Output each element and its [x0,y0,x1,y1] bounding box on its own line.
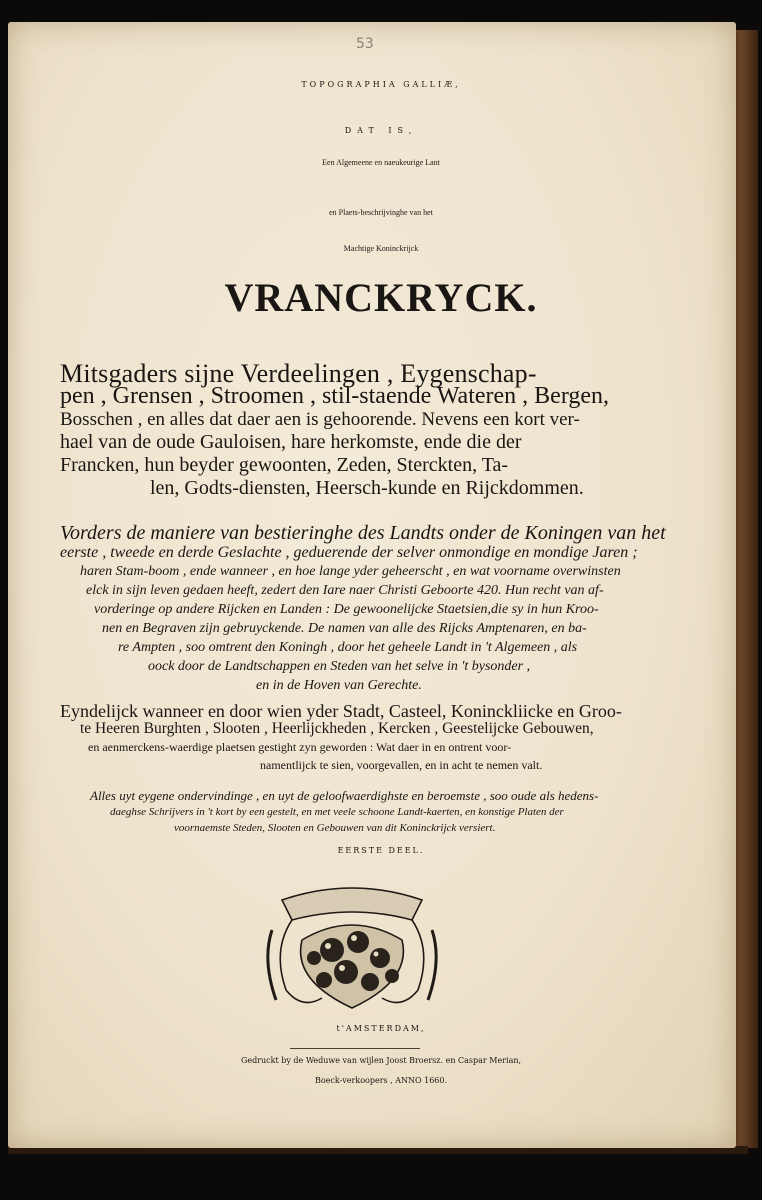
paragraph-line: elck in sijn leven gedaen heeft, zedert den Iare naer Christi Geboorte 420. Hun recht van af- [86,583,604,598]
volume-label: EERSTE DEEL. [337,846,425,855]
paragraph-line: eerste , tweede en derde Geslachte , geduerende der selver onmondige en mondige Jaren ; [60,544,638,561]
paragraph-contents [60,359,610,500]
main-title: VRANCKRYCK. [224,275,538,320]
paragraph-line: daeghse Schrijvers in 't kort by een gestelt, en met veele schoone Landt-kaerten, en konstige Platen der [110,806,564,818]
paragraph-line: Alles uyt eygene ondervindinge , en uyt de geloofwaerdighste en beroemste , soo oude als hedens- [90,788,599,803]
title-line-3: Een Algemeene en naeukeurige Lant [322,158,440,167]
paragraph-line: hael van de oude Gauloisen, hare herkomste, ende die der [60,431,522,453]
paragraph-line: en in de Hoven van Gerechte. [256,678,422,693]
paragraph-line: namentlijck te sien, voorgevallen, en in acht te nemen valt. [260,758,543,772]
paragraph-line: re Ampten , soo omtrent den Koningh , door het geheele Landt in 't Algemeen , als [118,640,578,655]
paragraph-line: Vorders de maniere van bestieringhe des Landts onder de Koningen van het [60,522,666,544]
title-line-4: en Plaets-beschrijvinghe van het [329,208,433,217]
fruit-basket-ornament-icon [262,880,442,1020]
paragraph-line: te Heeren Burghten , Slooten , Heerlijckheden , Kercken , Geestelijcke Gebouwen, [80,720,594,737]
paragraph-line: pen , Grensen , Stroomen , stil-staende Wateren , Bergen, [60,383,610,409]
page-number-mark: 53 [356,36,374,52]
paragraph-line: voornaemste Steden, Slooten en Gebouwen van dit Koninckrijck versiert. [174,822,496,834]
imprint-city: t'AMSTERDAM, [336,1024,426,1033]
imprint-printer: Gedruckt by de Weduwe van wijlen Joost Broersz. en Caspar Merian, [240,1056,522,1065]
paragraph-line: nen en Begraven zijn gebruyckende. De namen van alle des Rijcks Amptenaren, en ba- [102,621,587,636]
paragraph-line: oock door de Landtschappen en Steden van het selve in 't bysonder , [148,659,531,674]
paragraph-line: en aenmerckens-waerdige plaetsen gestight zyn geworden : Wat daer in en ontrent voor- [88,740,512,754]
paragraph-government [60,524,666,695]
title-line-1: TOPOGRAPHIA GALLIÆ, [301,80,461,89]
divider [290,1048,420,1049]
title-line-5: Machtige Koninckrijck [343,244,419,253]
paragraph-buildings [60,702,622,774]
title-line-2: DAT IS, [344,126,418,135]
paragraph-line: Eyndelijck wanneer en door wien yder Stadt, Casteel, Koninckliicke en Groo- [60,701,622,721]
paragraph-line: Mitsgaders sijne Verdeelingen , Eygenschap- [60,359,537,388]
paragraph-line: Francken, hun beyder gewoonten, Zeden, Sterckten, Ta- [60,454,509,476]
imprint-date: Boeck-verkoopers , ANNO 1660. [314,1076,448,1085]
paragraph-line: haren Stam-boom , ende wanneer , en hoe lange yder geheerscht , en wat voorname overwinsten [80,564,621,579]
paragraph-line: len, Godts-diensten, Heersch-kunde en Rijckdommen. [150,477,584,499]
paragraph-sources [90,788,598,836]
paragraph-line: vorderinge op andere Rijcken en Landen : De gewoonelijcke Staetsien,die sy in hun Kroo- [94,602,599,617]
paragraph-line: Bosschen , en alles dat daer aen is gehoorende. Nevens een kort ver- [60,409,580,430]
